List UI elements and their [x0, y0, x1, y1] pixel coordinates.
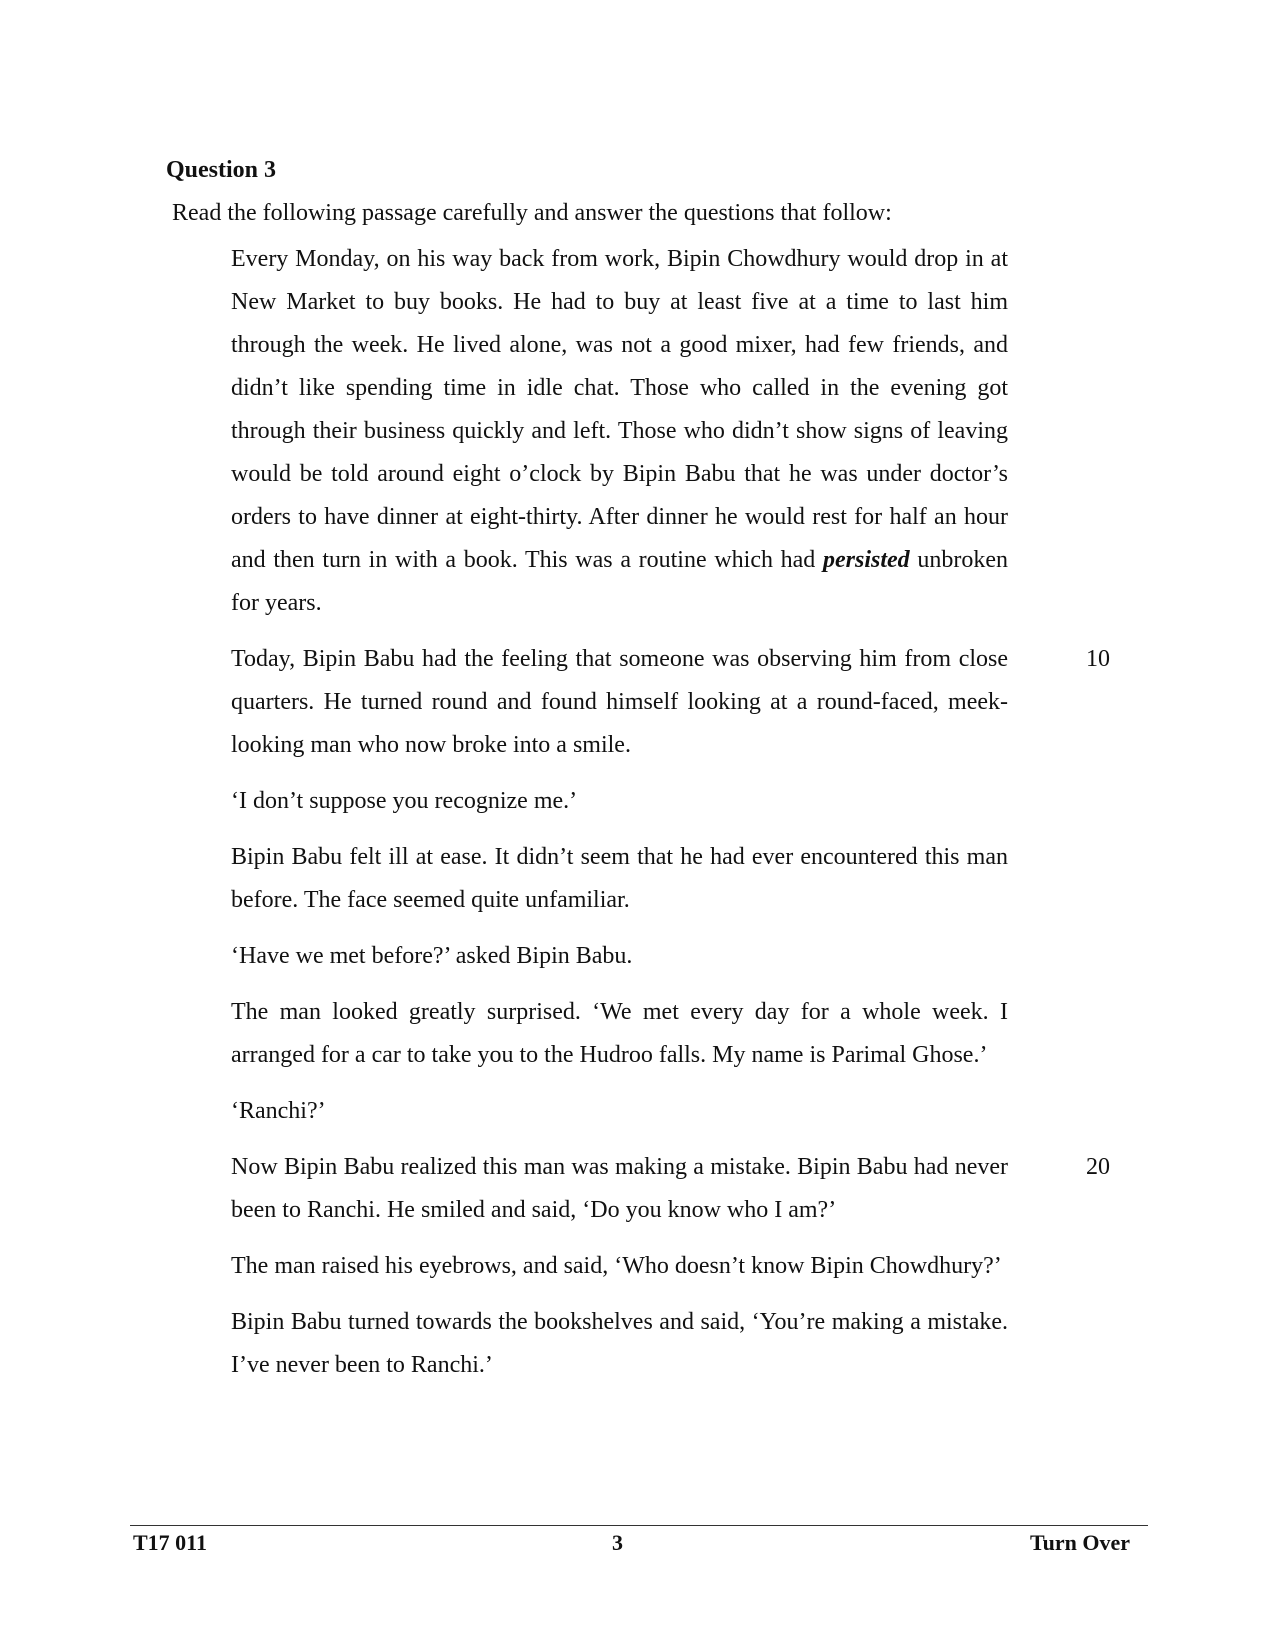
p2-text: Today, Bipin Babu had the feeling that someone was observing him from close quarters. He turned round and found himself looking at a round-faced, meek-looking man who now broke into a smile. — [231, 646, 1008, 758]
passage-paragraph-7: ‘Ranchi?’ — [231, 1098, 326, 1124]
passage-paragraph-1 — [231, 238, 1008, 625]
question-heading: Question 3 — [166, 157, 277, 183]
passage-paragraph-4: Bipin Babu felt ill at ease. It didn’t seem that he had ever encountered this man before. The face seemed quite unfamiliar. — [231, 844, 1008, 913]
emphasized-word: persisted — [822, 547, 910, 573]
passage-paragraph-2 — [231, 638, 1110, 767]
passage-paragraph-3: ‘I don’t suppose you recognize me.’ — [231, 788, 578, 814]
instruction-text: Read the following passage carefully and answer the questions that follow: — [172, 200, 892, 226]
p1-text-before: Every Monday, on his way back from work, Bipin Chowdhury would drop in at New Market to buy books. He had to buy at least five at a time to last him through the week. He lived alone, was not a good mixer, had few friends, and didn’t like spending time in idle chat. Those who called in the evening got through their business quickly and left. Those who didn’t show signs of leaving would be told around eight o’clock by Bipin Babu that he was under doctor’s orders to have dinner at eight-thirty. After dinner he would rest for half an hour and then turn in with a book. This was a routine which had — [231, 246, 1008, 573]
line-number-10: 10 — [1086, 646, 1110, 672]
passage-paragraph-5: ‘Have we met before?’ asked Bipin Babu. — [231, 943, 633, 969]
passage-paragraph-10: Bipin Babu turned towards the bookshelves and said, ‘You’re making a mistake. I’ve never been to Ranchi.’ — [231, 1309, 1008, 1378]
line-number-20: 20 — [1086, 1154, 1110, 1180]
passage-paragraph-9: The man raised his eyebrows, and said, ‘Who doesn’t know Bipin Chowdhury?’ — [231, 1253, 1002, 1279]
p8-text: Now Bipin Babu realized this man was making a mistake. Bipin Babu had never been to Ranchi. He smiled and said, ‘Do you know who I am?’ — [231, 1154, 1008, 1223]
page-number: 3 — [612, 1530, 623, 1555]
passage-paragraph-8 — [231, 1146, 1110, 1232]
paper-code: T17 011 — [133, 1530, 207, 1555]
passage — [231, 238, 1110, 1400]
p1-text-after: unbroken for years. — [231, 547, 1008, 616]
footer-divider — [130, 1525, 1148, 1526]
turn-over-label: Turn Over — [1030, 1530, 1131, 1555]
passage-paragraph-6: The man looked greatly surprised. ‘We met every day for a whole week. I arranged for a car to take you to the Hudroo falls. My name is Parimal Ghose.’ — [231, 999, 1008, 1068]
